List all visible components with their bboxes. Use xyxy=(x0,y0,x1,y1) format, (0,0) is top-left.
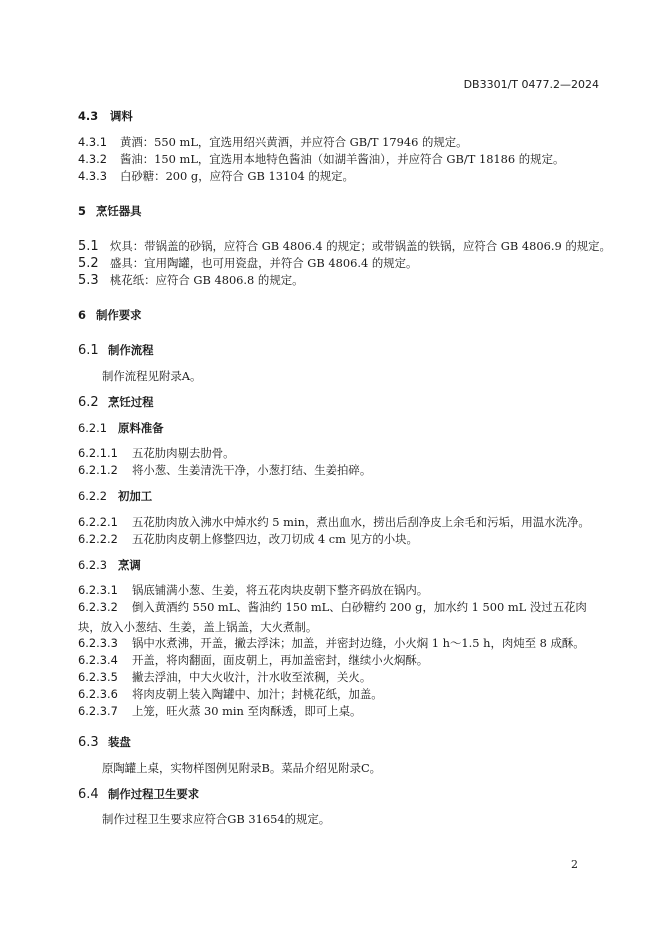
section-title: 调料 xyxy=(110,109,133,123)
clause xyxy=(78,135,468,150)
section-number: 4.3 xyxy=(78,109,99,123)
clause-text: 白砂糖：200 g，应符合 GB 13104 的规定。 xyxy=(120,169,354,183)
paragraph: 制作流程见附录A。 xyxy=(102,369,202,383)
clause-number: 6.2.2.2 xyxy=(78,532,118,546)
clause-number: 4.3.3 xyxy=(78,169,107,183)
clause-number: 6.2.3.7 xyxy=(78,704,118,718)
subsection-heading xyxy=(78,395,154,410)
section-title: 制作流程 xyxy=(108,343,154,357)
clause-text: 锅中水煮沸，开盖，撇去浮沫；加盖，并密封边缝，小火焖 1 h～1.5 h，肉炖至 8 成酥。 xyxy=(132,636,585,650)
clause-multiline xyxy=(78,597,598,637)
subsection-heading xyxy=(78,787,199,802)
clause-text: 倒入黄酒约 550 mL、酱油约 150 mL、白砂糖约 200 g，加水约 1 500 mL 没过五花肉块，放入小葱结、生姜，盖上锅盖，大火煮制。 xyxy=(78,600,587,634)
section-heading xyxy=(78,109,133,124)
section-number: 6.4 xyxy=(78,787,99,802)
clause xyxy=(78,670,371,685)
paragraph: 制作过程卫生要求应符合GB 31654的规定。 xyxy=(102,812,331,826)
clause-number: 6.2.3.1 xyxy=(78,583,118,597)
clause-text: 桃花纸：应符合 GB 4806.8 的规定。 xyxy=(110,273,304,287)
clause-number: 6.2.3.2 xyxy=(78,600,118,614)
section-title: 制作要求 xyxy=(96,308,142,322)
section-title: 原料准备 xyxy=(118,421,164,435)
clause-number: 4.3.2 xyxy=(78,152,107,166)
clause xyxy=(78,704,361,719)
section-number: 6.1 xyxy=(78,343,99,358)
section-number: 6.2.2 xyxy=(78,489,107,503)
clause-number: 6.2.3.3 xyxy=(78,636,118,650)
clause xyxy=(78,152,564,167)
clause-text: 将小葱、生姜清洗干净，小葱打结、生姜拍碎。 xyxy=(132,463,372,477)
clause-text: 盛具：宜用陶罐，也可用瓷盘，并符合 GB 4806.4 的规定。 xyxy=(110,256,418,270)
clause-number: 5.1 xyxy=(78,239,99,254)
clause-number: 6.2.3.6 xyxy=(78,687,118,701)
section-title: 制作过程卫生要求 xyxy=(108,787,200,801)
clause xyxy=(78,463,371,478)
clause-number: 5.2 xyxy=(78,256,99,271)
clause xyxy=(78,583,428,598)
clause-number: 6.2.1.2 xyxy=(78,463,118,477)
subsection-heading xyxy=(78,421,164,436)
clause-text: 黄酒：550 mL，宜选用绍兴黄酒，并应符合 GB/T 17946 的规定。 xyxy=(120,135,468,149)
clause-number: 6.2.3.4 xyxy=(78,653,118,667)
section-number: 6 xyxy=(78,308,86,322)
clause-text: 撇去浮油，中大火收汁，汁水收至浓稠，关火。 xyxy=(132,670,372,684)
clause-number: 6.2.3.5 xyxy=(78,670,118,684)
clause-text: 锅底铺满小葱、生姜，将五花肉块皮朝下整齐码放在锅内。 xyxy=(132,583,429,597)
section-number: 6.2 xyxy=(78,395,99,410)
document-code: DB3301/T 0477.2—2024 xyxy=(463,78,599,91)
clause xyxy=(78,446,235,461)
clause-text: 五花肋肉放入沸水中焯水约 5 min，煮出血水，捞出后刮净皮上余毛和污垢，用温水洗净。 xyxy=(132,515,590,529)
clause-number: 6.2.1.1 xyxy=(78,446,118,460)
clause-text: 上笼，旺火蒸 30 min 至肉酥透，即可上桌。 xyxy=(132,704,362,718)
clause xyxy=(78,636,585,651)
subsection-heading xyxy=(78,489,152,504)
section-title: 装盘 xyxy=(108,735,131,749)
section-heading xyxy=(78,204,142,219)
clause-text: 五花肋肉剔去肋骨。 xyxy=(132,446,235,460)
section-heading xyxy=(78,308,142,323)
section-number: 6.2.3 xyxy=(78,558,107,572)
section-title: 烹调 xyxy=(118,558,141,572)
paragraph: 原陶罐上桌，实物样图例见附录B。菜品介绍见附录C。 xyxy=(102,761,382,775)
clause-text: 开盖，将肉翻面，面皮朝上，再加盖密封，继续小火焖酥。 xyxy=(132,653,429,667)
section-title: 烹饪器具 xyxy=(96,204,142,218)
section-title: 初加工 xyxy=(118,489,153,503)
clause-text: 五花肋肉皮朝上修整四边，改刀切成 4 cm 见方的小块。 xyxy=(132,532,418,546)
clause-number: 5.3 xyxy=(78,273,99,288)
section-number: 6.3 xyxy=(78,735,99,750)
clause-number: 6.2.2.1 xyxy=(78,515,118,529)
clause-text: 炊具：带锅盖的砂锅，应符合 GB 4806.4 的规定；或带锅盖的铁锅，应符合 GB 4806.9 的规定。 xyxy=(110,239,611,253)
section-number: 6.2.1 xyxy=(78,421,107,435)
page-number: 2 xyxy=(571,858,578,871)
clause xyxy=(78,653,428,668)
clause xyxy=(78,239,611,254)
section-title: 烹饪过程 xyxy=(108,395,154,409)
section-number: 5 xyxy=(78,204,86,218)
subsection-heading xyxy=(78,558,141,573)
subsection-heading xyxy=(78,343,154,358)
clause xyxy=(78,532,418,547)
subsection-heading xyxy=(78,735,131,750)
clause xyxy=(78,273,304,288)
clause-text: 酱油：150 mL，宜选用本地特色酱油（如湖羊酱油），并应符合 GB/T 18186 的规定。 xyxy=(120,152,565,166)
clause xyxy=(78,256,417,271)
clause-text: 将肉皮朝上装入陶罐中、加汁；封桃花纸，加盖。 xyxy=(132,687,383,701)
clause xyxy=(78,169,354,184)
clause-number: 4.3.1 xyxy=(78,135,107,149)
clause xyxy=(78,687,383,702)
clause xyxy=(78,515,590,530)
